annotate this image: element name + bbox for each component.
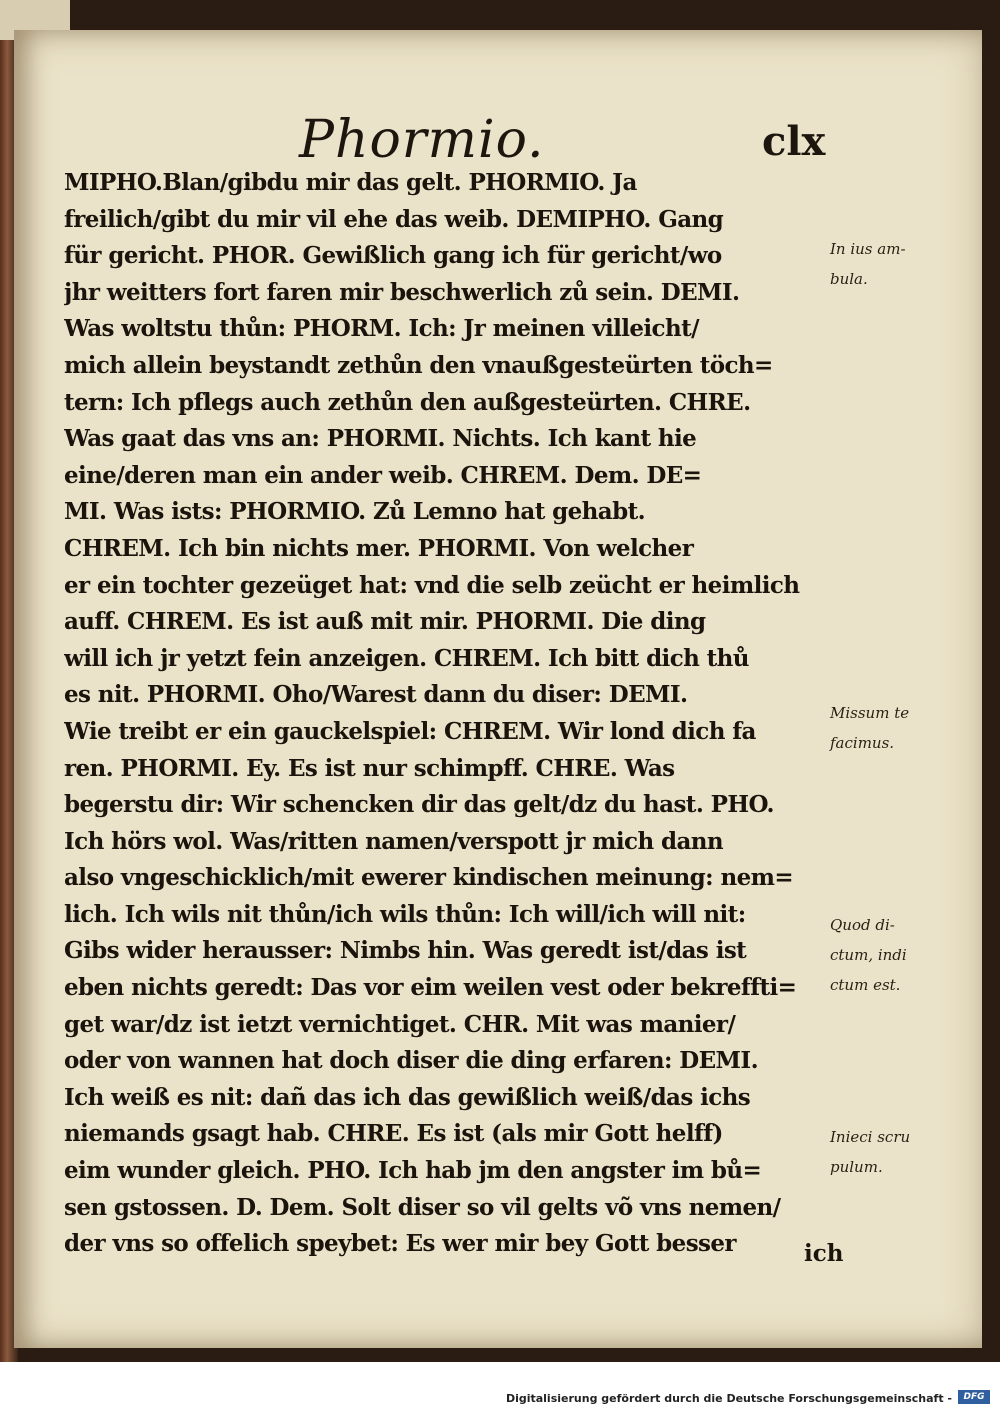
running-title: Phormio.: [299, 110, 545, 170]
text-line: Gibs wider herausser: Nimbs hin. Was geredt ist/das ist: [64, 937, 747, 965]
marginal-note-line: bula.: [830, 270, 868, 288]
footer-bar: [0, 1362, 1000, 1415]
marginal-note-line: Inieci scru: [830, 1128, 911, 1146]
folio-number: clx: [762, 118, 826, 165]
text-line: eben nichts geredt: Das vor eim weilen vest oder bekreffti=: [64, 974, 797, 1002]
text-line: ren. PHORMI. Ey. Es ist nur schimpff. CHRE. Was: [64, 754, 675, 782]
text-line: er ein tochter gezeüget hat: vnd die selb zeücht er heimlich: [64, 571, 800, 599]
text-line: Wie treibt er ein gauckelspiel: CHREM. Wir lond dich fa: [64, 717, 756, 745]
main-text-block: [64, 165, 839, 1263]
catchword: ich: [804, 1240, 844, 1267]
marginal-note: [830, 698, 940, 758]
book-page: [14, 30, 982, 1348]
text-line: get war/dz ist ietzt vernichtiget. CHR. Mit was manier/: [64, 1010, 736, 1038]
text-line: niemands gsagt hab. CHRE. Es ist (als mir Gott helff): [64, 1120, 723, 1148]
marginal-note-line: pulum.: [830, 1158, 883, 1176]
text-line: Was woltstu thůn: PHORM. Ich: Jr meinen villeicht/: [64, 315, 699, 343]
text-line: Was gaat das vns an: PHORMI. Nichts. Ich kant hie: [64, 425, 697, 453]
text-line: CHREM. Ich bin nichts mer. PHORMI. Von welcher: [64, 534, 694, 562]
marginal-note-line: ctum, indi: [830, 946, 907, 964]
marginal-note-line: ctum est.: [830, 976, 901, 994]
text-line: also vngeschicklich/mit ewerer kindischen meinung: nem=: [64, 864, 794, 892]
text-line: Ich hörs wol. Was/ritten namen/verspott jr mich dann: [64, 827, 724, 855]
marginal-note-line: Quod di-: [830, 916, 895, 934]
text-line: begerstu dir: Wir schencken dir das gelt/dz du hast. PHO.: [64, 791, 774, 819]
text-line: es nit. PHORMI. Oho/Warest dann du diser: DEMI.: [64, 681, 688, 709]
text-line: freilich/gibt du mir vil ehe das weib. DEMIPHO. Gang: [64, 205, 724, 233]
text-line: MI. Was ists: PHORMIO. Zů Lemno hat gehabt.: [64, 498, 646, 526]
text-line: oder von wannen hat doch diser die ding erfaren: DEMI.: [64, 1047, 758, 1075]
text-line: eine/deren man ein ander weib. CHREM. Dem. DE=: [64, 461, 702, 489]
marginal-note: [830, 1122, 940, 1182]
text-line: mich allein beystandt zethůn den vnaußgesteürten töch=: [64, 351, 773, 379]
marginal-note-line: facimus.: [830, 734, 895, 752]
text-line: MIPHO.Blan/gibdu mir das gelt. PHORMIO. Ja: [64, 169, 637, 196]
text-line: der vns so offelich speybet: Es wer mir bey Gott besser: [64, 1230, 736, 1258]
text-line: will ich jr yetzt fein anzeigen. CHREM. Ich bitt dich thů: [64, 644, 749, 672]
marginal-note: [830, 910, 940, 1000]
text-line: auff. CHREM. Es ist auß mit mir. PHORMI. Die ding: [64, 608, 706, 636]
text-line: Ich weiß es nit: dañ das ich das gewißlich weiß/das ichs: [64, 1083, 751, 1111]
text-line: eim wunder gleich. PHO. Ich hab jm den angster im bů=: [64, 1157, 762, 1185]
marginal-note: [830, 234, 940, 294]
marginal-note-line: Missum te: [830, 704, 910, 722]
marginal-note-line: In ius am-: [830, 240, 906, 258]
text-line: tern: Ich pflegs auch zethůn den außgesteürten. CHRE.: [64, 388, 751, 416]
text-line: für gericht. PHOR. Gewißlich gang ich für gericht/wo: [64, 242, 722, 270]
funding-credit: Digitalisierung gefördert durch die Deutsche Forschungsgemeinschaft -: [505, 1392, 952, 1405]
dfg-logo: DFG: [958, 1390, 990, 1404]
text-line: lich. Ich wils nit thůn/ich wils thůn: Ich will/ich will nit:: [64, 900, 746, 928]
text-line: jhr weitters fort faren mir beschwerlich zů sein. DEMI.: [64, 278, 740, 306]
text-line: sen gstossen. D. Dem. Solt diser so vil gelts võ vns nemen/: [64, 1193, 781, 1221]
